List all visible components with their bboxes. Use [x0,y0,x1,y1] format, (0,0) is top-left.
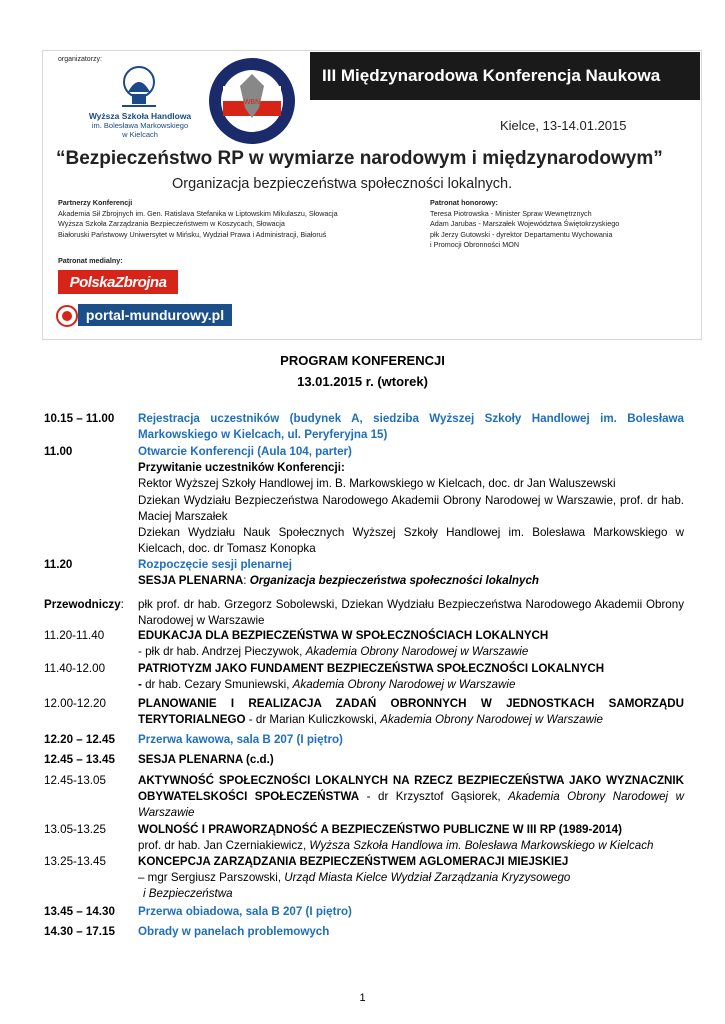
organizers-label: organizatorzy: [58,56,102,63]
honor-item: Teresa Piotrowska - Minister Spraw Wewnętrznych [430,208,592,218]
target-icon [56,305,78,327]
row-content: Przerwa obiadowa, sala B 207 (I piętro) [138,905,352,918]
partner-item: Białoruski Państwowy Uniwersytet w Mińsku, Wydział Prawa i Administracji, Białoruś [58,229,327,239]
row-content: WOLNOŚĆ I PRAWORZĄDNOŚĆ A BEZPIECZEŃSTWO PUBLICZNE W III RP (1989-2014) prof. dr hab. Jan Czerniakiewicz, Wyższa Szkoła Handlowa im. Bolesława Markowskiego w Kielcach [138,823,654,853]
partner-item: Akademia Sił Zbrojnych im. Gen. Ratislava Stefanika w Liptowskim Mikulaszu, Słowacja [58,208,338,218]
row-content: Rejestracja uczestników (budynek A, siedziba Wyższej Szkoły Handlowej im. Bolesława Markowskiego w Kielcach, ul. Peryferyjna 15) [138,412,684,442]
partners-heading: Partnerzy Konferencji [58,198,133,207]
partner-item: Wyższa Szkoła Zarządzania Bezpieczeństwem w Koszycach, Słowacja [58,219,285,228]
row-time: 14.30 – 17.15 [44,925,115,938]
row-content: PATRIOTYZM JAKO FUNDAMENT BEZPIECZEŃSTWA SPOŁECZNOŚCI LOKALNYCH - dr hab. Cezary Smuniewski, Akademia Obrony Narodowej w Warszawie [138,662,605,692]
row-time: 13.45 – 14.30 [44,905,115,918]
row-time: 12.20 – 12.45 [44,733,115,746]
row-content: PLANOWANIE I REALIZACJA ZADAŃ OBRONNYCH W JEDNOSTKACH SAMORZĄDU TERYTORIALNEGO - dr Marian Kuliczkowski, Akademia Obrony Narodowej w Warszawie [138,697,684,727]
row-time: 12.45-13.05 [44,774,106,787]
row-content: Otwarcie Konferencji (Aula 104, parter) Przywitanie uczestników Konferencji: Rektor Wyższej Szkoły Handlowej im. B. Markowskiego w Kielcach, doc. dr Jan Waluszewski Dziekan Wydziału Bezpieczeństwa Narodowego Akademii Obrony Narodowej w Warszawie, prof. dr hab. Maciej Marszałek Dziekan Wydziału Nauk Społecznych Wyższej Szkoły Handlowej im. Bolesława Markowskiego w Kielcach, doc. dr Tomasz Konopka [138,445,684,556]
row-time: 13.25-13.45 [44,855,106,868]
page-number: 1 [359,992,366,1004]
polska-zbrojna-logo: PolskaZbrojna [58,270,178,294]
subtitle: Organizacja bezpieczeństwa społeczności lokalnych. [172,176,513,192]
place-date: Kielce, 13-14.01.2015 [500,118,627,133]
honor-heading: Patronat honorowy: [430,198,498,207]
media-heading: Patronat medialny: [58,256,123,265]
row-time: 11.00 [44,445,73,458]
row-content: płk prof. dr hab. Grzegorz Sobolewski, Dziekan Wydziału Bezpieczeństwa Narodowego Akademii Obrony Narodowej w Warszawie [138,598,684,628]
row-time: 13.05-13.25 [44,823,106,836]
honor-item: i Promocji Obronności MON [430,240,520,249]
row-content: Obrady w panelach problemowych [138,925,330,938]
row-content: Rozpoczęcie sesji plenarnej SESJA PLENARNA: Organizacja bezpieczeństwa społeczności lokalnych [138,558,539,588]
row-time: 11.20-11.40 [44,629,105,642]
whs-name: Wyższa Szkoła Handlowa im. Bolesława Markowskiego w Kielcach [88,111,192,139]
row-time: 10.15 – 11.00 [44,412,115,425]
row-content: AKTYWNOŚĆ SPOŁECZNOŚCI LOKALNYCH NA RZECZ BEZPIECZEŃSTWA JAKO WYZNACZNIK OBYWATELSKOŚCI SPOŁECZEŃSTWA - dr Krzysztof Gąsiorek, Akademia Obrony Narodowej w Warszawie [138,774,684,820]
aon-seal-icon [207,56,297,151]
row-content: Przerwa kawowa, sala B 207 (I piętro) [138,733,343,746]
row-content: SESJA PLENARNA (c.d.) [138,753,274,766]
row-content: EDUKACJA DLA BEZPIECZEŃSTWA W SPOŁECZNOŚCIACH LOKALNYCH - płk dr hab. Andrzej Pieczywok, Akademia Obrony Narodowej w Warszawie [138,629,549,659]
whs-logo [116,62,162,117]
row-time: 11.40-12.00 [44,662,106,675]
partners-block [58,198,338,240]
conference-banner: III Międzynarodowa Konferencja Naukowa [310,52,700,100]
honor-block [430,198,619,251]
row-time: 12.45 – 13.45 [44,753,115,766]
program-title: PROGRAM KONFERENCJI [280,353,445,368]
row-time: Przewodniczy: [44,598,124,611]
main-title: “Bezpieczeństwo RP w wymiarze narodowym i międzynarodowym” [56,148,663,169]
row-time: 12.00-12.20 [44,697,106,710]
portal-mundurowy-logo: portal-mundurowy.pl [56,304,232,326]
row-content: KONCEPCJA ZARZĄDZANIA BEZPIECZEŃSTWEM AGLOMERACJI MIEJSKIEJ – mgr Sergiusz Parszowski, Urząd Miasta Kielce Wydział Zarządzania Kryzysowego i Bezpieczeństwa [138,855,571,901]
row-time: 11.20 [44,558,73,571]
honor-item: płk Jerzy Gutowski - dyrektor Departamentu Wychowania [430,229,613,239]
seal-center-text: WBN [243,99,261,106]
honor-item: Adam Jarubas - Marszałek Województwa Świętokrzyskiego [430,219,620,228]
program-date: 13.01.2015 r. (wtorek) [297,374,428,389]
